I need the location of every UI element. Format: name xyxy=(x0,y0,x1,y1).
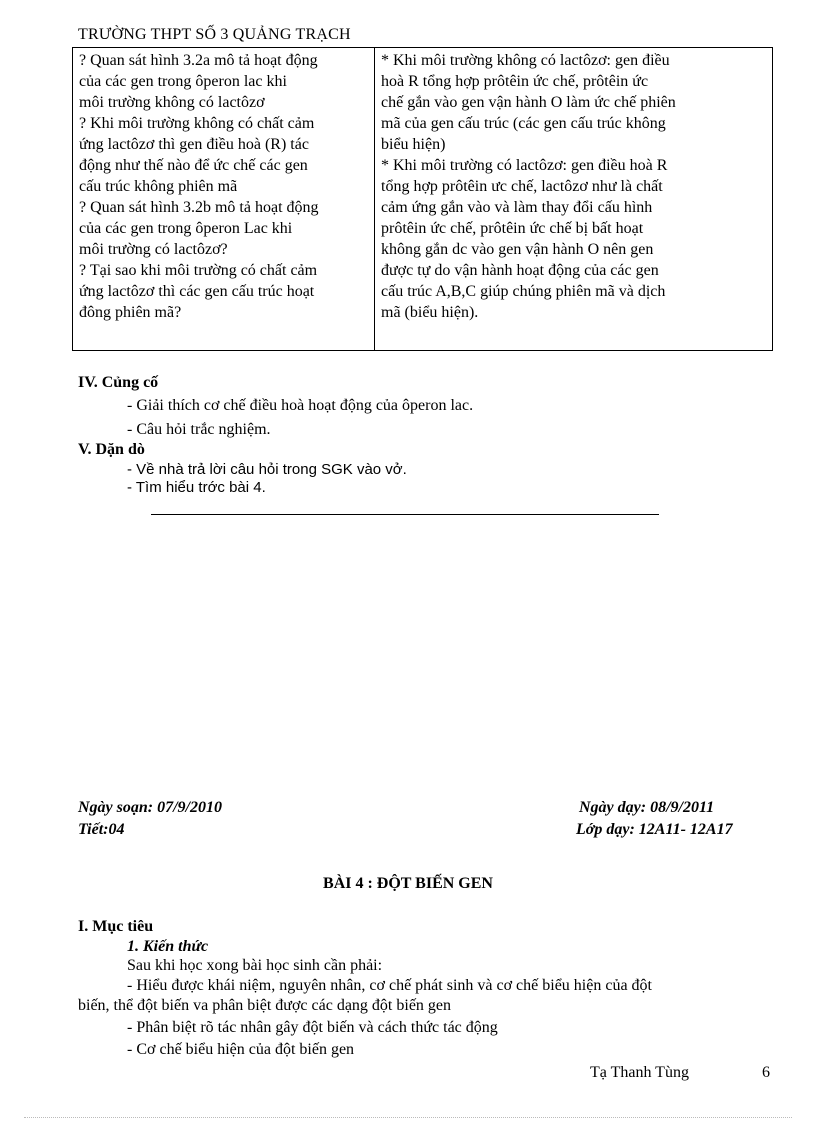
answer-line: mã của gen cấu trúc (các gen cấu trúc không xyxy=(381,115,666,132)
objective-line: - Phân biệt rõ tác nhân gây đột biến và cách thức tác động xyxy=(127,1019,498,1036)
objectives-heading: I. Mục tiêu xyxy=(78,918,154,935)
knowledge-subheading: 1. Kiến thức xyxy=(127,938,209,955)
answer-line: không gắn dc vào gen vận hành O nên gen xyxy=(381,241,654,258)
lesson-period: Tiết:04 xyxy=(78,821,125,838)
questions-cell xyxy=(73,48,375,351)
answer-line: * Khi môi trường không có lactôzơ: gen điều xyxy=(381,52,670,69)
question-line: động như thế nào để ức chế các gen xyxy=(79,157,308,174)
question-line: ứng lactôzơ thì các gen cấu trúc hoạt xyxy=(79,283,315,300)
answer-line: cấu trúc A,B,C giúp chúng phiên mã và dịch xyxy=(381,283,666,300)
question-line: của các gen trong ôperon Lac khi xyxy=(79,220,293,237)
section-5-item: - Tìm hiểu trớc bài 4. xyxy=(127,479,266,496)
author-name: Tạ Thanh Tùng xyxy=(590,1064,689,1081)
prep-date: Ngày soạn: 07/9/2010 xyxy=(78,799,222,816)
answer-line: chế gắn vào gen vận hành O làm ức chế phiên xyxy=(381,94,676,111)
section-5-item: - Về nhà trả lời câu hỏi trong SGK vào vở. xyxy=(127,461,407,478)
answer-line: tổng hợp prôtêin ưc chế, lactôzơ như là chất xyxy=(381,178,663,195)
objective-line: - Hiểu được khái niệm, nguyên nhân, cơ chế phát sinh và cơ chế biểu hiện của đột xyxy=(127,977,652,994)
section-4-heading: IV. Củng cố xyxy=(78,374,159,391)
page-number: 6 xyxy=(762,1064,770,1081)
question-line: môi trường có lactôzơ? xyxy=(79,241,228,258)
lesson-title: BÀI 4 : ĐỘT BIẾN GEN xyxy=(323,875,493,892)
question-line: ? Quan sát hình 3.2b mô tả hoạt động xyxy=(79,199,319,216)
objective-line: Sau khi học xong bài học sinh cần phải: xyxy=(127,957,383,974)
question-line: của các gen trong ôperon lac khi xyxy=(79,73,287,90)
divider-line xyxy=(151,514,659,515)
question-line: môi trường không có lactôzơ xyxy=(79,94,265,111)
section-4-item: - Giải thích cơ chế điều hoà hoạt động của ôperon lac. xyxy=(127,397,474,414)
objective-line: biến, thể đột biến va phân biệt được các dạng đột biến gen xyxy=(78,997,452,1014)
question-line: ? Tại sao khi môi trường có chất cảm xyxy=(79,262,318,279)
answer-line: hoà R tổng hợp prôtêin ức chế, prôtêin ức xyxy=(381,73,649,90)
answer-line: mã (biểu hiện). xyxy=(381,304,479,321)
answer-line: cảm ứng gắn vào và làm thay đổi cấu hình xyxy=(381,199,653,216)
answers-cell xyxy=(375,48,773,351)
question-line: đông phiên mã? xyxy=(79,304,182,321)
answer-line: biểu hiện) xyxy=(381,136,446,153)
section-5-heading: V. Dặn dò xyxy=(78,441,145,458)
objective-line: - Cơ chế biểu hiện của đột biến gen xyxy=(127,1041,355,1058)
class-list: Lớp dạy: 12A11- 12A17 xyxy=(576,821,733,838)
qa-table xyxy=(72,47,773,351)
question-line: ? Khi môi trường không có chất cảm xyxy=(79,115,315,132)
school-header: TRƯỜNG THPT SỐ 3 QUẢNG TRẠCH xyxy=(78,26,351,43)
section-4-item: - Câu hỏi trắc nghiệm. xyxy=(127,421,271,438)
answer-line: prôtêin ức chế, prôtêin ức chế bị bất hoạt xyxy=(381,220,644,237)
answer-line: * Khi môi trường có lactôzơ: gen điều hoà R xyxy=(381,157,668,174)
question-line: ứng lactôzơ thì gen điều hoà (R) tác xyxy=(79,136,309,153)
question-line: cấu trúc không phiên mã xyxy=(79,178,238,195)
answer-line: được tự do vận hành hoạt động của các gen xyxy=(381,262,659,279)
teach-date: Ngày dạy: 08/9/2011 xyxy=(579,799,715,816)
question-line: ? Quan sát hình 3.2a mô tả hoạt động xyxy=(79,52,318,69)
page-edge xyxy=(24,1117,792,1118)
